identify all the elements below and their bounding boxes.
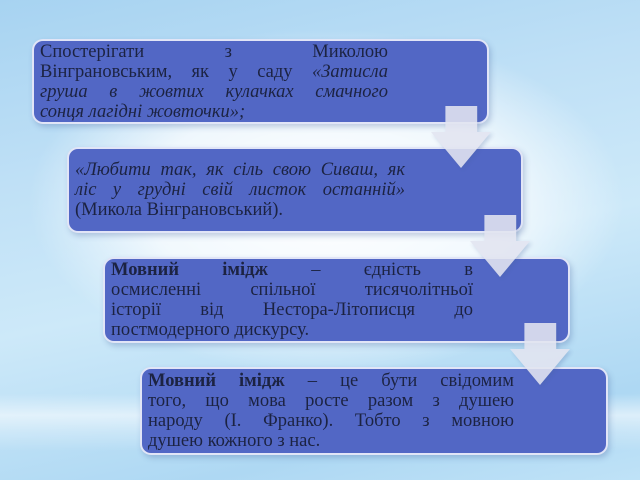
text-segment: «Затисла — [311, 61, 388, 82]
text-segment: народу (І. Франко). Тобто з мовною — [148, 411, 514, 431]
text-line — [40, 102, 388, 122]
down-arrow-shape — [431, 106, 491, 168]
text-line — [40, 82, 388, 102]
text-line — [148, 431, 514, 451]
text-line — [75, 180, 405, 200]
text-line — [111, 300, 473, 320]
text-segment: Спостерігати з Миколою — [40, 41, 388, 62]
text-segment: «Любити так, як сіль свою Сиваш, як — [75, 160, 405, 180]
text-segment: Мовний імідж — [111, 260, 268, 280]
text-segment: – єдність в — [267, 260, 473, 280]
text-line — [40, 62, 388, 82]
callout-box-1 — [32, 39, 489, 124]
down-arrow-icon — [510, 323, 570, 385]
text-line — [111, 280, 473, 300]
text-segment: – це бути свідомим — [284, 371, 514, 391]
text-line — [75, 200, 405, 220]
text-segment: ліс у грудні свій листок останній» — [75, 180, 405, 200]
text-segment: Вінграновським, як у саду — [40, 61, 312, 82]
text-segment: осмисленні спільної тисячолітньої — [111, 280, 473, 300]
text-line — [148, 411, 514, 431]
text-line — [111, 320, 473, 340]
down-arrow-icon — [431, 106, 491, 168]
text-line — [75, 160, 405, 180]
text-segment: історії від Нестора-Літописця до — [111, 300, 473, 320]
down-arrow-shape — [510, 323, 570, 385]
down-arrow-icon — [470, 215, 530, 277]
text-segment: Мовний імідж — [148, 371, 285, 391]
text-segment: постмодерного дискурсу. — [111, 320, 310, 340]
down-arrow-shape — [470, 215, 530, 277]
text-segment: сонця лагідні жовточки»; — [40, 101, 246, 122]
text-line — [40, 42, 388, 62]
text-segment: душею кожного з нас. — [148, 431, 321, 451]
text-segment: того, що мова росте разом з душею — [148, 391, 514, 411]
text-segment: груша в жовтих кулачках смачного — [40, 81, 388, 102]
text-segment: (Микола Вінграновський). — [75, 200, 284, 220]
text-line — [148, 391, 514, 411]
text-line — [111, 260, 473, 280]
text-line — [148, 371, 514, 391]
